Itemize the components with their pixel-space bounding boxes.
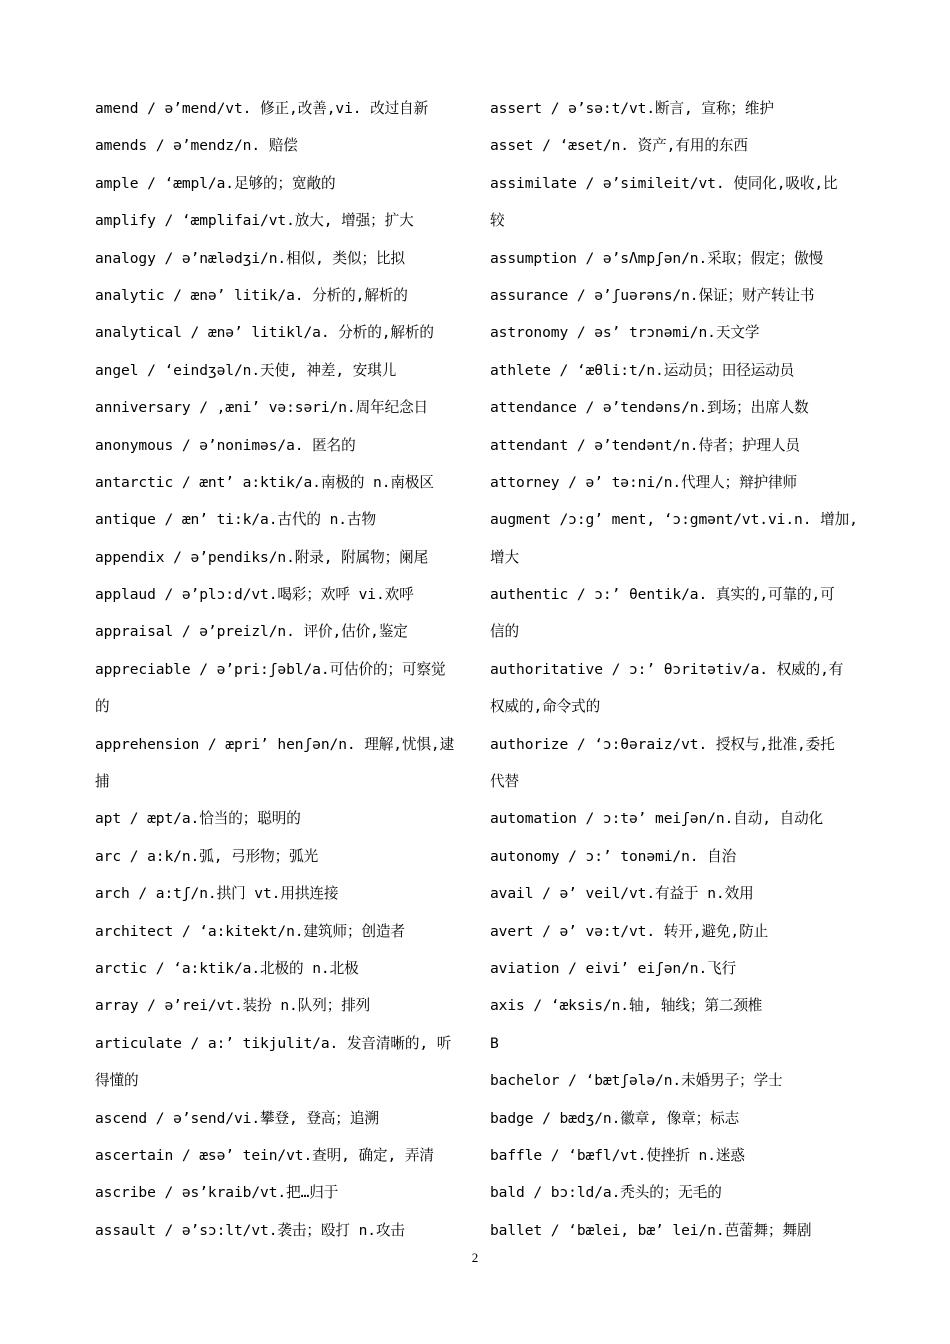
vocab-line: anonymous / ə’nonimәs/a. 匿名的 — [95, 436, 356, 454]
vocab-line: 增大 — [490, 548, 519, 566]
vocab-line: asset / ‘æset/n. 资产,有用的东西 — [490, 137, 748, 155]
page-number: 2 — [471, 1250, 479, 1265]
vocab-line: amends / ə’mendz/n. 赔偿 — [95, 137, 298, 155]
vocab-line: arctic / ‘a:ktik/a.北极的 n.北极 — [95, 959, 359, 977]
vocab-line: assimilate / ə’simileit/vt. 使同化,吸收,比 — [490, 174, 838, 192]
vocab-line: astronomy / əs’ trɔnəmi/n.天文学 — [490, 324, 760, 342]
vocab-line: analytical / ænə’ litikl/a. 分析的,解析的 — [95, 324, 434, 342]
vocab-line: authorize / ‘ɔ:θəraiz/vt. 授权与,批准,委托 — [490, 735, 835, 753]
vocab-line: athlete / ‘æθli:t/n.运动员；田径运动员 — [490, 361, 795, 379]
vocab-line: attorney / ə’ tə:ni/n.代理人；辩护律师 — [490, 473, 798, 491]
vocab-line: authentic / ɔ:’ θentik/a. 真实的,可靠的,可 — [490, 586, 835, 604]
vocab-line: bald / bɔ:ld/a.秃头的；无毛的 — [490, 1184, 722, 1202]
vocab-line: 的 — [95, 698, 110, 716]
vocab-line: articulate / a:’ tikjulit/a. 发音清晰的, 听 — [95, 1034, 452, 1052]
vocab-line: apprehension / æpri’ henʃən/n. 理解,忧惧,逮 — [95, 735, 455, 753]
vocab-line: antique / æn’ ti:k/a.古代的 n.古物 — [95, 511, 376, 529]
vocab-line: avail / ə’ veil/vt.有益于 n.效用 — [490, 885, 754, 903]
vocab-line: analogy / ə’nælədʒi/n.相似, 类似；比拟 — [95, 249, 405, 267]
vocab-line: antarctic / ænt’ a:ktik/a.南极的 n.南极区 — [95, 473, 434, 491]
vocab-line: ascend / ə’send/vi.攀登, 登高；追溯 — [95, 1109, 379, 1127]
vocab-line: ascribe / əs’kraib/vt.把…归于 — [95, 1184, 339, 1202]
vocab-line: ballet / ‘bælei, bæ’ lei/n.芭蕾舞；舞剧 — [490, 1221, 812, 1239]
vocab-line: baffle / ‘bæfl/vt.使挫折 n.迷惑 — [490, 1146, 745, 1164]
vocab-line: avert / ə’ və:t/vt. 转开,避免,防止 — [490, 922, 769, 940]
vocab-line: assumption / ə’sΛmpʃən/n.采取；假定；傲慢 — [490, 249, 824, 267]
vocab-line: 得懂的 — [95, 1072, 139, 1090]
vocab-line: 信的 — [490, 623, 519, 641]
vocab-line: analytic / ænə’ litik/a. 分析的,解析的 — [95, 286, 408, 304]
left-column — [95, 90, 457, 1249]
vocab-line: amend / ə’mend/vt. 修正,改善,vi. 改过自新 — [95, 100, 429, 117]
vocab-line: assurance / ə’ʃuərəns/n.保证；财产转让书 — [490, 286, 815, 304]
vocab-line: 较 — [490, 212, 505, 230]
vocab-line: authoritative / ɔ:’ θɔritətiv/a. 权威的,有 — [490, 660, 844, 678]
vocab-line: applaud / ə’plɔ:d/vt.喝彩；欢呼 vi.欢呼 — [95, 586, 414, 604]
vocab-line: automation / ɔ:tə’ meiʃən/n.自动, 自动化 — [490, 810, 824, 828]
vocab-line: amplify / ‘æmplifai/vt.放大, 增强；扩大 — [95, 212, 414, 230]
vocab-line: arch / a:tʃ/n.拱门 vt.用拱连接 — [95, 885, 339, 903]
vocab-line: architect / ‘a:kitekt/n.建筑师；创造者 — [95, 922, 405, 940]
vocab-line: bachelor / ‘bætʃələ/n.未婚男子；学士 — [490, 1072, 783, 1090]
vocab-line: 权威的,命令式的 — [490, 698, 601, 716]
vocab-line: appendix / ə’pendiks/n.附录, 附属物；阑尾 — [95, 548, 429, 566]
right-column — [490, 90, 858, 1249]
vocab-line: axis / ‘æksis/n.轴, 轴线；第二颈椎 — [490, 997, 763, 1015]
vocab-line: anniversary / ,æni’ və:səri/n.周年纪念日 — [95, 399, 429, 417]
vocab-line: attendance / ə’tendəns/n.到场；出席人数 — [490, 399, 809, 417]
vocab-line: ascertain / æsə’ tein/vt.查明, 确定, 弄清 — [95, 1146, 434, 1164]
vocab-line: angel / ‘eindʒəl/n.天使, 神差, 安琪儿 — [95, 361, 397, 379]
vocab-line: appraisal / ə’preizl/n. 评价,估价,鉴定 — [95, 623, 408, 641]
vocab-line: ample / ‘æmpl/a.足够的；宽敞的 — [95, 174, 336, 192]
vocab-line: aviation / eivi’ eiʃən/n.飞行 — [490, 959, 737, 977]
vocab-line: apt / æpt/a.恰当的；聪明的 — [95, 810, 301, 828]
vocab-line: array / ə’rei/vt.装扮 n.队列；排列 — [95, 997, 371, 1015]
vocab-line: attendant / ə’tendənt/n.侍者；护理人员 — [490, 436, 800, 454]
vocab-line: B — [490, 1034, 499, 1052]
vocab-line: arc / a:k/n.弧, 弓形物；弧光 — [95, 847, 319, 865]
vocab-line: 捕 — [95, 773, 110, 791]
vocab-line: augment /ɔ:g’ ment, ‘ɔ:gmənt/vt.vi.n. 增加, — [490, 511, 858, 529]
vocab-line: 代替 — [490, 773, 519, 791]
vocab-line: assert / ə’sə:t/vt.断言, 宣称；维护 — [490, 100, 774, 117]
vocab-line: assault / ə’sɔ:lt/vt.袭击；殴打 n.攻击 — [95, 1221, 405, 1239]
vocab-line: appreciable / ə’pri:ʃəbl/a.可估价的；可察觉 — [95, 660, 446, 678]
vocab-line: badge / bædʒ/n.徽章, 像章；标志 — [490, 1109, 740, 1127]
vocab-line: autonomy / ɔ:’ tonəmi/n. 自治 — [490, 847, 737, 865]
